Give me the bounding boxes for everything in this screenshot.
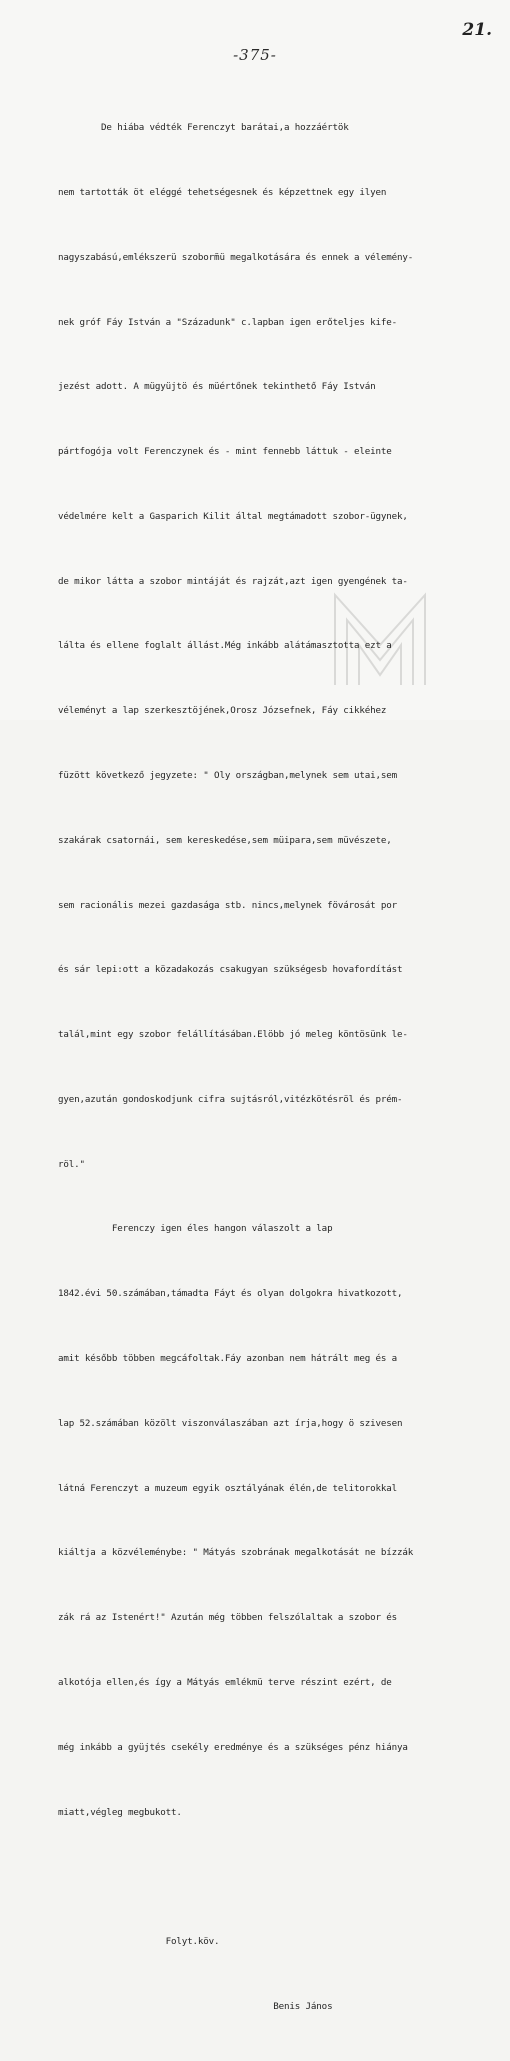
text-line: védelmére kelt a Gasparich Kilit által megtámadott szobor-ügynek,: [58, 510, 408, 522]
text-line: szakárak csatornái, sem kereskedése,sem müipara,sem müvészete,: [58, 834, 392, 846]
text-line: lap 52.számában közölt viszonválaszában azt írja,hogy ö szivesen: [58, 1417, 403, 1429]
text-line: De hiába védték Ferenczyt barátai,a hozzáértök: [58, 122, 349, 134]
text-line: Ferenczy igen éles hangon válaszolt a lap: [58, 1223, 333, 1235]
text-line: amit később többen megcáfoltak.Fáy azonban nem hátrált meg és a: [58, 1353, 398, 1365]
text-line: alkotója ellen,és így a Mátyás emlékmü terve részint ezért, de: [58, 1676, 392, 1688]
text-line: gyen,azután gondoskodjunk cifra sujtásról,vitézkötésröl és prém-: [58, 1093, 403, 1105]
text-line: zák rá az Istenért!" Azután még többen felszólaltak a szobor és: [58, 1612, 398, 1624]
text-line: pártfogója volt Ferenczynek és - mint fennebb láttuk - eleinte: [58, 446, 392, 458]
text-line: miatt,végleg megbukott.: [58, 1806, 182, 1818]
text-line: nek gróf Fáy István a "Századunk" c.lapban igen erőteljes kife-: [58, 316, 398, 328]
text-line: Benis János: [58, 2000, 333, 2012]
watermark-logo: [325, 575, 435, 695]
text-line: még inkább a gyüjtés csekély eredménye és a szükséges pénz hiánya: [58, 1741, 408, 1753]
text-line: jezést adott. A mügyüjtö és müértőnek tekinthető Fáy István: [58, 381, 376, 393]
text-line: röl.": [58, 1158, 85, 1170]
page-number: -375-: [233, 46, 277, 64]
text-line: füzött következő jegyzete: " Oly országban,melynek sem utai,sem: [58, 770, 398, 781]
text-line: látná Ferenczyt a muzeum egyik osztályának élén,de telitorokkal: [58, 1482, 398, 1494]
text-line: de mikor látta a szobor mintáját és rajzát,azt igen gyengének ta-: [58, 575, 408, 587]
text-line: Folyt.köv.: [58, 1936, 220, 1948]
text-line: kiáltja a közvéleménybe: " Mátyás szobrának megalkotását ne bízzák: [58, 1547, 414, 1559]
text-line: nagyszabású,emlékszerü szoborm̃ü megalkotására és ennek a vélemény-: [58, 251, 414, 263]
text-line: [58, 1866, 478, 1888]
text-line: sem racionális mezei gazdasága stb. nincs,melynek fövárosát por: [58, 899, 398, 911]
folio-number: 21.: [462, 20, 492, 40]
text-line: nem tartották öt eléggé tehetségesnek és képzettnek egy ilyen: [58, 186, 387, 198]
text-line: és sár lepi:ott a közadakozás csakugyan szükségesb hovafordítást: [58, 964, 403, 976]
typed-text-body: [58, 74, 478, 2061]
text-line: véleményt a lap szerkesztöjének,Orosz Józsefnek, Fáy cikkéhez: [58, 705, 387, 717]
text-line: lálta és ellene foglalt állást.Még inkább alátámasztotta ezt a: [58, 640, 392, 652]
text-line: 1842.évi 50.számában,támadta Fáyt és olyan dolgokra hivatkozott,: [58, 1288, 403, 1300]
text-line: talál,mint egy szobor felállításában.Elöbb jó meleg köntösünk le-: [58, 1029, 408, 1041]
